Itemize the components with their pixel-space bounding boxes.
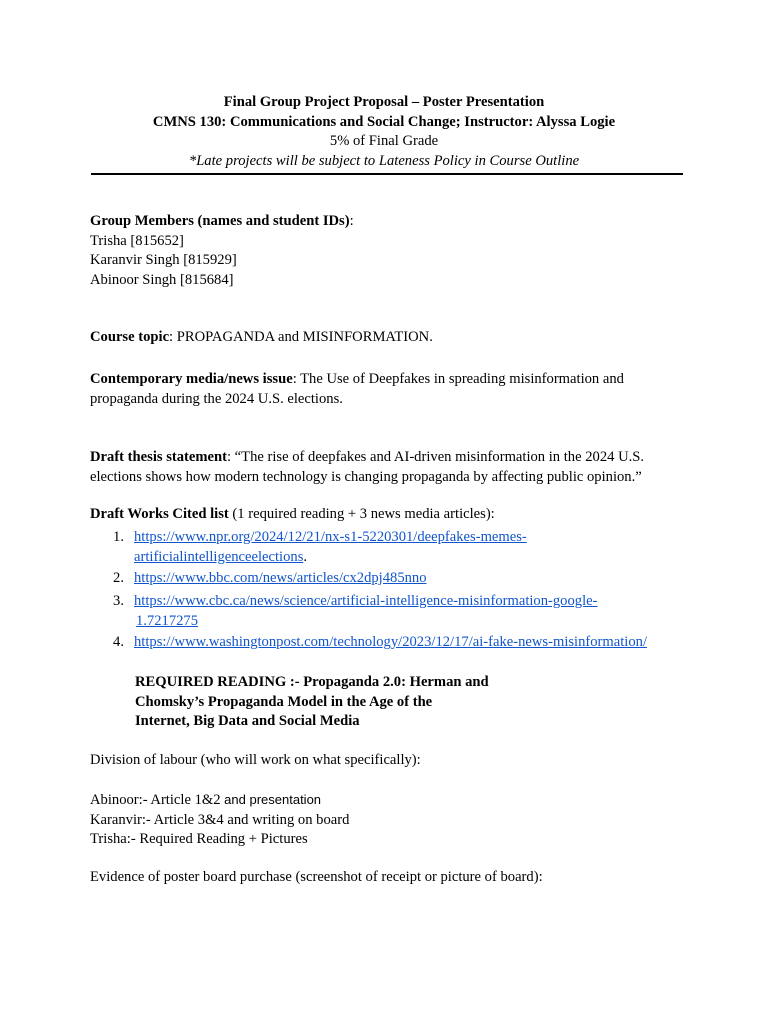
required-reading-line1: REQUIRED READING :- Propaganda 2.0: Herman and bbox=[135, 674, 489, 690]
late-policy-note: *Late projects will be subject to Lateness Policy in Course Outline bbox=[188, 152, 580, 169]
item-number: 4. bbox=[113, 634, 124, 650]
course-topic-label: Course topic bbox=[90, 329, 170, 345]
works-cited-label: Draft Works Cited list bbox=[90, 506, 229, 522]
item-number: 2. bbox=[113, 570, 124, 586]
group-members-section bbox=[90, 212, 680, 290]
group-members-colon: : bbox=[349, 213, 354, 229]
thesis-line2: elections shows how modern technology is changing propaganda by affecting public opinion.” bbox=[90, 468, 642, 485]
npr-link-period: . bbox=[303, 548, 308, 565]
washingtonpost-link[interactable]: https://www.washingtonpost.com/technology/2023/12/17/ai-fake-news-misinformation/ bbox=[134, 634, 648, 650]
abinoor-task: Abinoor:- Article 1&2 bbox=[90, 792, 225, 808]
npr-link-continued[interactable]: artificialintelligenceelections bbox=[134, 548, 304, 565]
header-divider bbox=[91, 173, 683, 175]
grade-weight: 5% of Final Grade bbox=[329, 133, 439, 149]
npr-link[interactable]: https://www.npr.org/2024/12/21/nx-s1-5220301/deepfakes-memes- bbox=[134, 529, 527, 545]
works-cited-heading bbox=[90, 505, 680, 525]
thesis-label: Draft thesis statement bbox=[90, 449, 227, 465]
member-abinoor: Abinoor Singh [815684] bbox=[90, 271, 234, 288]
works-cited-note: (1 required reading + 3 news media articles): bbox=[228, 506, 495, 522]
member-trisha: Trisha [815652] bbox=[90, 232, 184, 249]
thesis-section bbox=[90, 448, 680, 487]
cbc-link[interactable]: https://www.cbc.ca/news/science/artificial-intelligence-misinformation-google- bbox=[134, 593, 598, 609]
evidence-section bbox=[90, 868, 680, 888]
course-topic-section bbox=[90, 328, 680, 348]
course-title: CMNS 130: Communications and Social Change; Instructor: Alyssa Logie bbox=[152, 113, 616, 130]
evidence-label: Evidence of poster board purchase (screenshot of receipt or picture of board): bbox=[90, 869, 543, 885]
item-number: 1. bbox=[113, 529, 124, 545]
trisha-task: Trisha:- Required Reading + Pictures bbox=[90, 831, 308, 847]
course-topic-value: : PROPAGANDA and MISINFORMATION. bbox=[169, 329, 433, 345]
media-issue-section bbox=[90, 370, 680, 409]
group-members-label: Group Members (names and student IDs) bbox=[90, 213, 350, 229]
item-number: 3. bbox=[113, 593, 124, 609]
member-karanvir: Karanvir Singh [815929] bbox=[90, 252, 237, 268]
media-issue-line1: : The Use of Deepfakes in spreading misinformation and bbox=[292, 371, 624, 387]
required-reading-line2: Chomsky’s Propaganda Model in the Age of the bbox=[135, 693, 433, 710]
karanvir-task: Karanvir:- Article 3&4 and writing on board bbox=[90, 811, 350, 828]
abinoor-task-presentation: and presentation bbox=[224, 792, 322, 807]
cbc-link-continued[interactable]: 1.7217275 bbox=[136, 612, 199, 629]
required-reading-line3: Internet, Big Data and Social Media bbox=[135, 713, 360, 729]
proposal-title: Final Group Project Proposal – Poster Presentation bbox=[223, 94, 545, 110]
thesis-line1: : “The rise of deepfakes and AI-driven misinformation in the 2024 U.S. bbox=[226, 449, 645, 465]
division-of-labour-section bbox=[90, 751, 680, 850]
division-label: Division of labour (who will work on what specifically): bbox=[90, 752, 421, 768]
media-issue-label: Contemporary media/news issue bbox=[90, 371, 293, 387]
document-header bbox=[90, 93, 678, 171]
required-reading bbox=[135, 673, 555, 732]
bbc-link[interactable]: https://www.bbc.com/news/articles/cx2dpj485nno bbox=[134, 570, 427, 586]
media-issue-line2: propaganda during the 2024 U.S. elections. bbox=[90, 390, 343, 407]
